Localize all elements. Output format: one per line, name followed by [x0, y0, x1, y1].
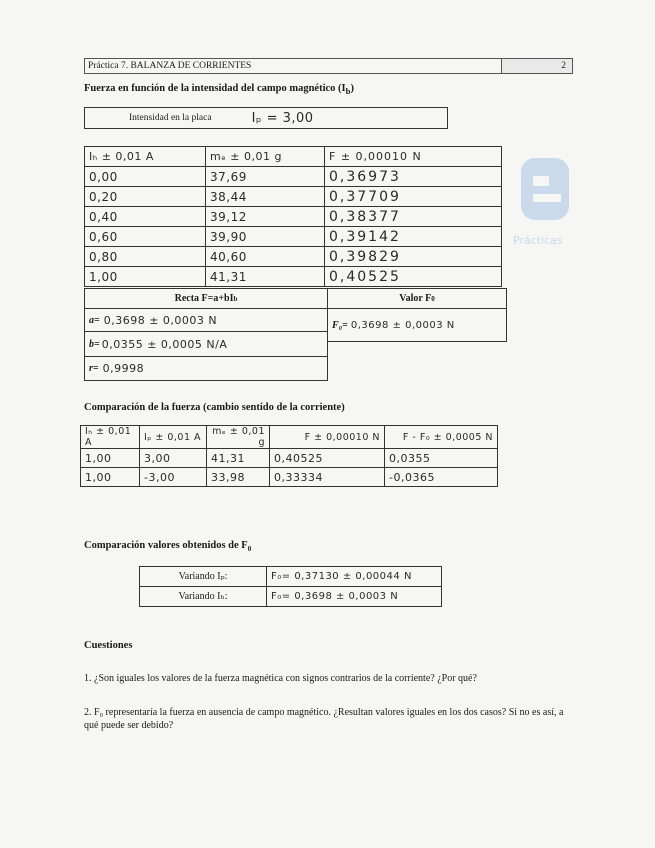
cell-f: 0,40525 [325, 267, 502, 287]
table-row [85, 267, 502, 287]
cell-md: 39,90 [206, 227, 325, 247]
table-row [140, 567, 442, 587]
fq-logo-icon [511, 150, 581, 250]
recta-sub: b [233, 294, 238, 303]
cell-label: Variando Iₕ: [140, 587, 267, 607]
recta-label: Recta F=a+bI [174, 293, 234, 304]
cell-ip: 3,00 [140, 449, 207, 468]
cell-ib: 0,20 [85, 187, 206, 207]
section-title-comparacion: Comparación de la fuerza (cambio sentido de la corriente) [84, 402, 345, 413]
comparison-table [80, 425, 498, 487]
cell-ib: 0,80 [85, 247, 206, 267]
section3-title-text: Comparación valores obtenidos de F [84, 540, 248, 551]
question-2: 2. F₀ representaría la fuerza en ausencia de campo magnético. ¿Resultan valores iguales en los dos casos? Si no es así, a qué puede ser debido? [84, 707, 564, 731]
table-header-row [85, 147, 502, 167]
r-label: r= [89, 363, 99, 374]
header-f-f0: F - F₀ ± 0,0005 N [385, 426, 498, 449]
cell-ib: 1,00 [81, 449, 140, 468]
header-f: F ± 0,00010 N [325, 147, 502, 167]
table-row [85, 247, 502, 267]
cell-f-f0: -0,0365 [385, 468, 498, 487]
cell-f: 0,40525 [270, 449, 385, 468]
cell-ib: 1,00 [81, 468, 140, 487]
cell-f: 0,38377 [325, 207, 502, 227]
header-ip: Iₚ ± 0,01 A [140, 426, 207, 449]
table-row [81, 449, 498, 468]
cell-md: 38,44 [206, 187, 325, 207]
cell-f: 0,33334 [270, 468, 385, 487]
f0-comparison-table [139, 566, 442, 607]
recta-header [84, 288, 328, 309]
cell-ib: 1,00 [85, 267, 206, 287]
cell-f: 0,36973 [325, 167, 502, 187]
section3-title-sub: 0 [247, 545, 252, 554]
intensity-box [84, 107, 448, 129]
a-row [84, 308, 328, 332]
questions-title: Cuestiones [84, 640, 133, 651]
valor-f0-header [327, 288, 507, 309]
cell-ib: 0,00 [85, 167, 206, 187]
page-header [84, 58, 573, 74]
table-row [85, 227, 502, 247]
f0-value: 0,3698 ± 0,0003 N [350, 319, 455, 331]
section-title-fuerza [84, 83, 354, 96]
cell-ip: -3,00 [140, 468, 207, 487]
header-ib: Iₕ ± 0,01 A [81, 426, 140, 449]
cell-ib: 0,40 [85, 207, 206, 227]
cell-md: 39,12 [206, 207, 325, 227]
table-row [85, 187, 502, 207]
cell-f: 0,39829 [325, 247, 502, 267]
force-table [84, 146, 502, 287]
header-f: F ± 0,00010 N [270, 426, 385, 449]
b-row [84, 331, 328, 357]
cell-md: 40,60 [206, 247, 325, 267]
b-value: 0,0355 ± 0,0005 N/A [101, 337, 228, 351]
r-value: 0,9998 [102, 362, 145, 375]
cell-md: 41,31 [206, 267, 325, 287]
table-header-row [81, 426, 498, 449]
cell-label: Variando Iₚ: [140, 567, 267, 587]
header-title: Práctica 7. BALANZA DE CORRIENTES [88, 61, 252, 71]
section-title-f0 [84, 540, 251, 553]
section-title-sub: b [345, 86, 351, 97]
cell-value: F₀= 0,37130 ± 0,00044 N [267, 567, 442, 587]
b-label: b= [89, 338, 100, 350]
intensity-value: Iₚ = 3,00 [251, 110, 314, 126]
cell-f: 0,37709 [325, 187, 502, 207]
f0-row [327, 308, 507, 342]
f0-label: F₀= [332, 319, 348, 331]
section-title-end: ) [350, 83, 354, 94]
header-ib: Iₕ ± 0,01 A [85, 147, 206, 167]
header-md: mₑ ± 0,01 g [207, 426, 270, 449]
cell-md: 41,31 [207, 449, 270, 468]
section-title-text: Fuerza en función de la intensidad del campo magnético (I [84, 83, 346, 94]
question-1: 1. ¿Son iguales los valores de la fuerza magnética con signos contrarios de la corriente? ¿Por qué? [84, 673, 477, 684]
cell-value: F₀= 0,3698 ± 0,0003 N [267, 587, 442, 607]
valor-sub: 0 [431, 294, 435, 303]
table-row [85, 207, 502, 227]
cell-f: 0,39142 [325, 227, 502, 247]
cell-ib: 0,60 [85, 227, 206, 247]
header-md: mₑ ± 0,01 g [206, 147, 325, 167]
cell-f-f0: 0,0355 [385, 449, 498, 468]
page-number: 2 [501, 59, 572, 73]
watermark-text: Prácticas [513, 234, 563, 247]
valor-label: Valor F [399, 293, 432, 304]
table-row [81, 468, 498, 487]
a-value: 0,3698 ± 0,0003 N [103, 313, 218, 327]
cell-md: 37,69 [206, 167, 325, 187]
table-row [140, 587, 442, 607]
intensity-label: Intensidad en la placa [129, 113, 212, 123]
r-row [84, 356, 328, 381]
table-row [85, 167, 502, 187]
a-label: a= [89, 314, 100, 326]
cell-md: 33,98 [207, 468, 270, 487]
